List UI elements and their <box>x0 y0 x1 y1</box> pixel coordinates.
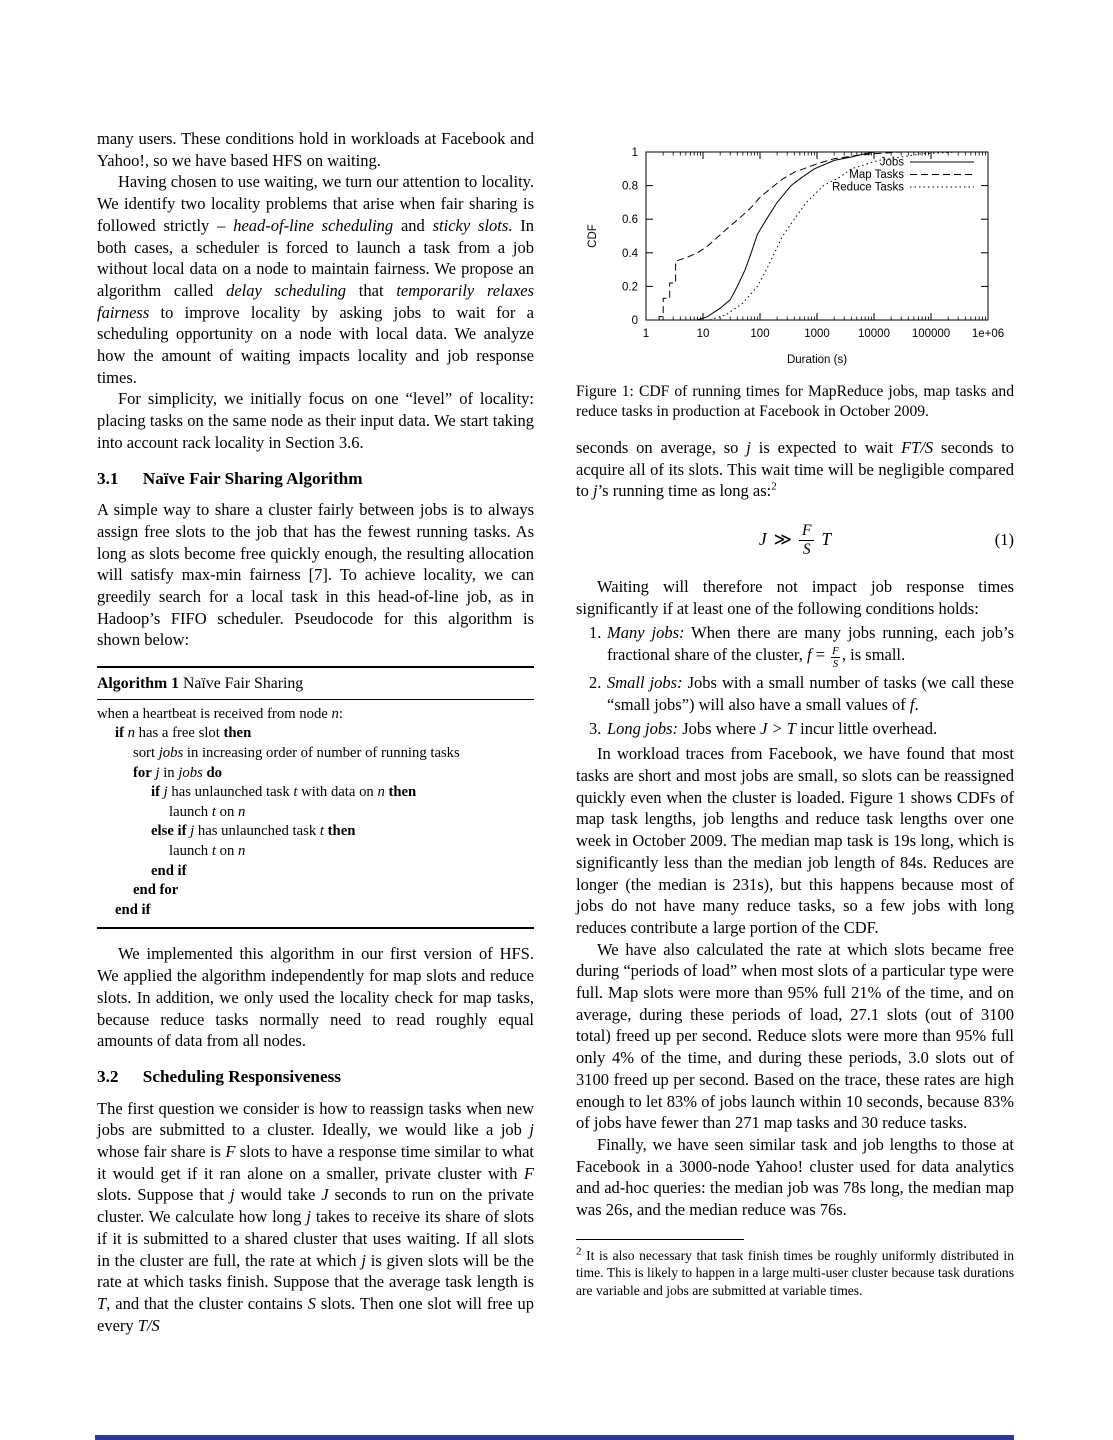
y-tick-label: 0.2 <box>622 281 638 294</box>
algorithm-line: if n has a free slot then <box>115 725 252 742</box>
x-tick-label: 10 <box>696 328 710 340</box>
inline-fraction: $\frac{F}{S}$ <box>832 645 839 671</box>
section-title: Naïve Fair Sharing Algorithm <box>142 468 363 488</box>
section-number: 3.2 <box>97 1066 119 1086</box>
figure-1 <box>576 140 1014 374</box>
x-tick-label: 1000 <box>804 328 830 340</box>
equation-number: (1) <box>994 530 1014 550</box>
figure-1-cdf-chart <box>576 140 1014 368</box>
y-tick-label: 0.4 <box>622 247 638 260</box>
equation-1 <box>576 518 1014 562</box>
legend-label-jobs: Jobs <box>879 156 904 169</box>
legend-label-map-tasks: Map Tasks <box>849 169 904 181</box>
section-heading-3-1 <box>97 468 534 490</box>
list-item-text: Many jobs: When there are many jobs running, each job’s fractional share of the cluster, f = $\frac{F}{S}$ , is small. <box>607 623 1014 671</box>
legend-label-reduce-tasks: Reduce Tasks <box>831 181 904 194</box>
left-column <box>97 128 534 1336</box>
algorithm-line: launch t on n <box>169 843 246 860</box>
x-tick-label: 1 <box>642 328 650 340</box>
equation-body <box>759 518 831 562</box>
list-item <box>576 718 1014 740</box>
algorithm-line: else if j has unlaunched task t then <box>151 823 356 840</box>
algorithm-line: for j in jobs do <box>133 764 222 781</box>
series-line-jobs <box>656 152 988 320</box>
equation-relation: ≫ <box>773 529 792 550</box>
paragraph: Having chosen to use waiting, we turn our attention to locality. We identify two locality problems that arise when fair sharing is followed strictly – head-of-line scheduling and sticky slots. In both cases, a scheduler is forced to launch a task from a job without local data on a node to maintain fairness. We propose an algorithm called delay scheduling that temporarily relaxes fairness to improve locality by asking jobs to wait for a scheduling opportunity on a node with local data. We analyze how the amount of waiting impacts locality and job response times. <box>97 172 535 387</box>
list-item <box>576 622 1014 670</box>
y-tick-label: 0.6 <box>622 214 638 227</box>
x-axis-label: Duration (s) <box>786 354 848 366</box>
paragraph: We have also calculated the rate at which slots became free during “periods of load” when most slots of a particular type were full. Map slots were more than 95% full 21% of the time, and on average, during these periods of load, 27.1 slots (out of 3100 total) freed up per second. Reduce slots were more than 95% full only 4% of the time, and during these periods, 3.0 slots out of 3100 freed up per second. Based on the trace, these rates are high enough to let 83% of jobs launch within 10 seconds, because 83% of jobs have fewer than 271 map tasks and 30 reduce tasks. <box>576 939 1014 1133</box>
x-tick-label: 10000 <box>858 328 890 340</box>
fraction-numerator: F <box>799 522 814 541</box>
plot-border <box>646 152 988 320</box>
algorithm-body <box>97 700 534 928</box>
list-item-number: 1. <box>589 623 602 643</box>
paragraph: seconds on average, so j is expected to wait FT/S seconds to acquire all of its slots. This wait time will be negligible compared to j’s running time as long as:$^2$ <box>576 437 1014 501</box>
algorithm-line: end if <box>151 862 187 879</box>
y-tick-label: 0 <box>631 315 638 327</box>
conditions-list <box>576 622 1014 739</box>
algorithm-line: if j has unlaunched task t with data on n then <box>151 784 417 801</box>
right-column <box>576 140 1014 1300</box>
paragraph: In workload traces from Facebook, we have found that most tasks are short and most jobs are small, so slots can be reassigned quickly even when the cluster is loaded. Figure 1 shows CDFs of map task lengths, job lengths and reduce task lengths over one week in October 2009. The median map task is 19s long, which is significantly less than the median job length of 84s. Reduces are longer (the median is 231s), but this happens because most of jobs do not have many reduce tasks, so a few jobs with long reduces contribute a large portion of the CDF. <box>576 744 1014 937</box>
algorithm-header: Algorithm 1 Naïve Fair Sharing <box>97 668 534 700</box>
x-tick-label: 100 <box>750 328 770 340</box>
fraction-denominator: S <box>802 540 811 558</box>
paragraph: The first question we consider is how to reassign tasks when new jobs are submitted to a cluster. Ideally, we would like a job j whose fair share is F slots to have a response time similar to what it would get if it ran alone on a smaller, private cluster with F slots. Suppose that j would take J seconds to run on the private cluster. We calculate how long j takes to receive its share of slots if it is submitted to a shared cluster that uses waiting. If all slots in the cluster are full, the rate at which j is given slots will be the rate at which tasks finish. Suppose that the average task length is T, and that the cluster contains S slots. Then one slot will free up every T/S <box>97 1098 534 1335</box>
equation-rhs: T <box>821 529 832 550</box>
footnote <box>576 1239 1014 1300</box>
y-tick-label: 0.8 <box>622 180 638 193</box>
list-item-number: 2. <box>589 673 602 693</box>
section-title: Scheduling Responsiveness <box>142 1066 341 1086</box>
algorithm-line: end for <box>133 882 179 899</box>
section-heading-3-2 <box>97 1066 534 1088</box>
equation-lhs: J <box>758 529 767 550</box>
page-bottom-bar <box>95 1435 1014 1440</box>
figure-caption: Figure 1: CDF of running times for MapReduce jobs, map tasks and reduce tasks in production at Facebook in October 2009. <box>576 382 1014 421</box>
y-tick-label: 1 <box>631 147 638 159</box>
list-item-text: Long jobs: Jobs where J > T incur little overhead. <box>607 718 938 738</box>
footnote-text: It is also necessary that task finish times be roughly uniformly distributed in time. This is likely to happen in a large multi-user cluster because task durations are variable and jobs are submitted at variable times. <box>576 1247 1014 1298</box>
footnote-rule <box>576 1239 744 1240</box>
y-axis-label: CDF <box>587 224 599 248</box>
list-item <box>576 672 1014 715</box>
paragraph: For simplicity, we initially focus on one “level” of locality: placing tasks on the same node as their input data. We start taking into account rack locality in Section 3.6. <box>97 389 534 452</box>
algorithm-line: sort jobs in increasing order of number of running tasks <box>133 745 460 762</box>
paragraph: Waiting will therefore not impact job response times significantly if at least one of the following conditions holds: <box>576 577 1014 618</box>
paragraph: We implemented this algorithm in our first version of HFS. We applied the algorithm independently for map slots and reduce slots. In addition, we only used the locality check for map tasks, because reduce tasks normally need to read roughly equal amounts of data from all nodes. <box>97 944 534 1051</box>
equation-fraction <box>799 522 814 559</box>
list-item-text: Small jobs: Jobs with a small number of tasks (we call these “small jobs”) will also have a small values of f. <box>607 673 1014 714</box>
list-item-number: 3. <box>589 718 602 738</box>
paragraph: Finally, we have seen similar task and job lengths to those at Facebook in a 3000-node Yahoo! cluster used for data analytics and ad-hoc queries: the median job was 78s long, the median map was 26s, and the median reduce was 76s. <box>576 1134 1014 1220</box>
series-line-map-tasks <box>659 152 988 320</box>
x-tick-label: 1e+06 <box>971 328 1005 340</box>
series-line-reduce-tasks <box>656 152 988 320</box>
algorithm-line: end if <box>115 901 151 918</box>
x-tick-label: 100000 <box>911 328 951 340</box>
paragraph: A simple way to share a cluster fairly between jobs is to always assign free slots to the job that has the fewest running tasks. As long as slots become free quickly enough, the resulting allocation will satisfy max-min fairness [7]. To achieve locality, we can greedily search for a local task in this head-of-line job, as in Hadoop’s FIFO scheduler. Pseudocode for this algorithm is shown below: <box>97 500 534 650</box>
algorithm-line: launch t on n <box>169 803 246 820</box>
section-number: 3.1 <box>97 468 119 488</box>
algorithm-line: when a heartbeat is received from node n: <box>97 705 343 722</box>
paragraph: many users. These conditions hold in workloads at Facebook and Yahoo!, so we have based HFS on waiting. <box>97 129 534 170</box>
footnote-marker: 2 <box>576 1245 582 1258</box>
algorithm-1-box <box>97 666 534 929</box>
